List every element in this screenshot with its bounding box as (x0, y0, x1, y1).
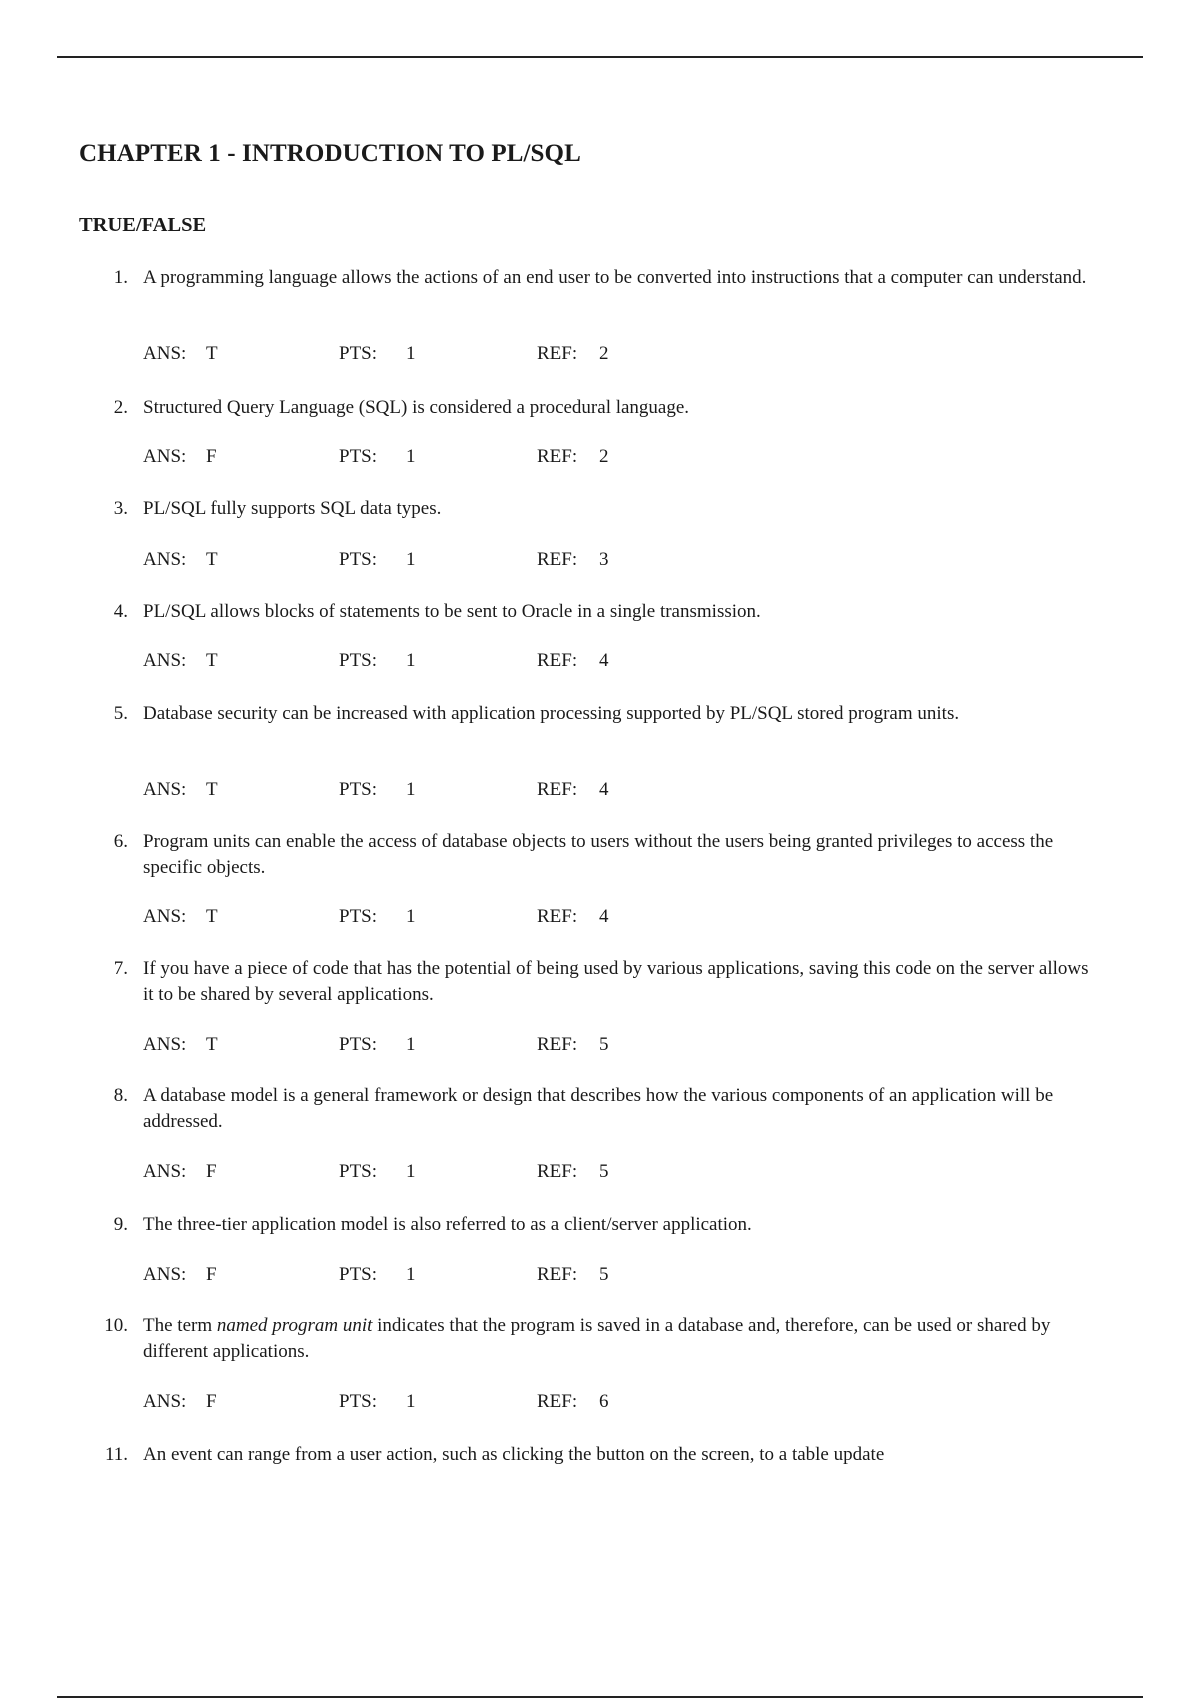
ans-label: ANS: (143, 1034, 187, 1055)
ans-label: ANS: (143, 549, 187, 570)
question-text: If you have a piece of code that has the potential of being used by various applications, saving this code on the server allows it to be shared by several applications. (143, 958, 1089, 1005)
question-number: 3. (113, 498, 128, 519)
ans-label: ANS: (143, 343, 187, 364)
ref-label: REF: (537, 1034, 578, 1055)
question-text: Database security can be increased with application processing supported by PL/SQL stored program units. (143, 703, 960, 724)
question-text: Structured Query Language (SQL) is considered a procedural language. (143, 397, 690, 418)
question-text: A programming language allows the actions of an end user to be converted into instructions that a computer can understand. (143, 267, 1087, 288)
ans-value: T (206, 779, 218, 800)
section-heading: TRUE/FALSE (79, 214, 207, 236)
question-text-before: The term (143, 1315, 217, 1336)
pts-value: 1 (406, 549, 416, 570)
ref-label: REF: (537, 1391, 578, 1412)
pts-label: PTS: (339, 650, 378, 671)
question-number: 10. (104, 1315, 128, 1336)
ref-value: 4 (599, 906, 609, 927)
ans-label: ANS: (143, 1264, 187, 1285)
ref-label: REF: (537, 446, 578, 467)
question-text-italic-term: named program unit (216, 1315, 373, 1336)
question-number: 9. (113, 1214, 128, 1235)
ref-value: 4 (599, 650, 609, 671)
pts-value: 1 (406, 446, 416, 467)
pts-value: 1 (406, 779, 416, 800)
ref-label: REF: (537, 906, 578, 927)
pts-value: 1 (406, 343, 416, 364)
ref-label: REF: (537, 1161, 578, 1182)
pts-value: 1 (406, 1264, 416, 1285)
bottom-rule (57, 1696, 1143, 1698)
pts-label: PTS: (339, 446, 378, 467)
pts-label: PTS: (339, 1391, 378, 1412)
ref-label: REF: (537, 549, 578, 570)
ans-value: T (206, 549, 218, 570)
question-text: An event can range from a user action, such as clicking the button on the screen, to a table update (143, 1444, 885, 1465)
question-number: 4. (113, 601, 128, 622)
ref-value: 6 (599, 1391, 609, 1412)
question-text: PL/SQL allows blocks of statements to be sent to Oracle in a single transmission. (143, 601, 761, 622)
ref-value: 3 (599, 549, 609, 570)
question-number: 2. (113, 397, 128, 418)
ref-label: REF: (537, 1264, 578, 1285)
ref-label: REF: (537, 343, 578, 364)
question-text: PL/SQL fully supports SQL data types. (143, 498, 442, 519)
ans-value: F (206, 446, 217, 467)
pts-value: 1 (406, 906, 416, 927)
question-number: 6. (113, 831, 128, 852)
ans-value: T (206, 906, 218, 927)
ans-value: T (206, 650, 218, 671)
ref-value: 5 (599, 1034, 609, 1055)
ref-value: 2 (599, 343, 609, 364)
pts-label: PTS: (339, 779, 378, 800)
pts-label: PTS: (339, 343, 378, 364)
pts-label: PTS: (339, 906, 378, 927)
pts-value: 1 (406, 650, 416, 671)
ref-label: REF: (537, 650, 578, 671)
ref-value: 5 (599, 1264, 609, 1285)
question-text (143, 1313, 1103, 1365)
ref-value: 4 (599, 779, 609, 800)
ref-value: 5 (599, 1161, 609, 1182)
ref-value: 2 (599, 446, 609, 467)
question-text: A database model is a general framework or design that describes how the various components of an application will be addressed. (143, 1085, 1054, 1132)
ans-label: ANS: (143, 446, 187, 467)
question-text: The three-tier application model is also referred to as a client/server application. (143, 1214, 752, 1235)
ans-value: F (206, 1391, 217, 1412)
question-number: 5. (113, 703, 128, 724)
pts-label: PTS: (339, 1034, 378, 1055)
ans-value: T (206, 1034, 218, 1055)
chapter-title: CHAPTER 1 - INTRODUCTION TO PL/SQL (79, 140, 581, 167)
pts-value: 1 (406, 1391, 416, 1412)
pts-label: PTS: (339, 549, 378, 570)
question-number: 8. (113, 1085, 128, 1106)
ans-label: ANS: (143, 779, 187, 800)
ans-label: ANS: (143, 1161, 187, 1182)
question-number: 7. (113, 958, 128, 979)
ans-label: ANS: (143, 906, 187, 927)
pts-label: PTS: (339, 1264, 378, 1285)
ans-value: T (206, 343, 218, 364)
pts-value: 1 (406, 1034, 416, 1055)
ans-value: F (206, 1161, 217, 1182)
pts-value: 1 (406, 1161, 416, 1182)
question-text: Program units can enable the access of database objects to users without the users being granted privileges to access the specific objects. (143, 831, 1054, 878)
pts-label: PTS: (339, 1161, 378, 1182)
top-rule (57, 56, 1143, 58)
ref-label: REF: (537, 779, 578, 800)
ans-label: ANS: (143, 650, 187, 671)
ans-label: ANS: (143, 1391, 187, 1412)
question-text-after: indicates that the program is saved in a database and, therefore, can be used or shared by different applications. (143, 1315, 1051, 1362)
ans-value: F (206, 1264, 217, 1285)
question-number: 11. (104, 1444, 128, 1465)
question-number: 1. (113, 267, 128, 288)
